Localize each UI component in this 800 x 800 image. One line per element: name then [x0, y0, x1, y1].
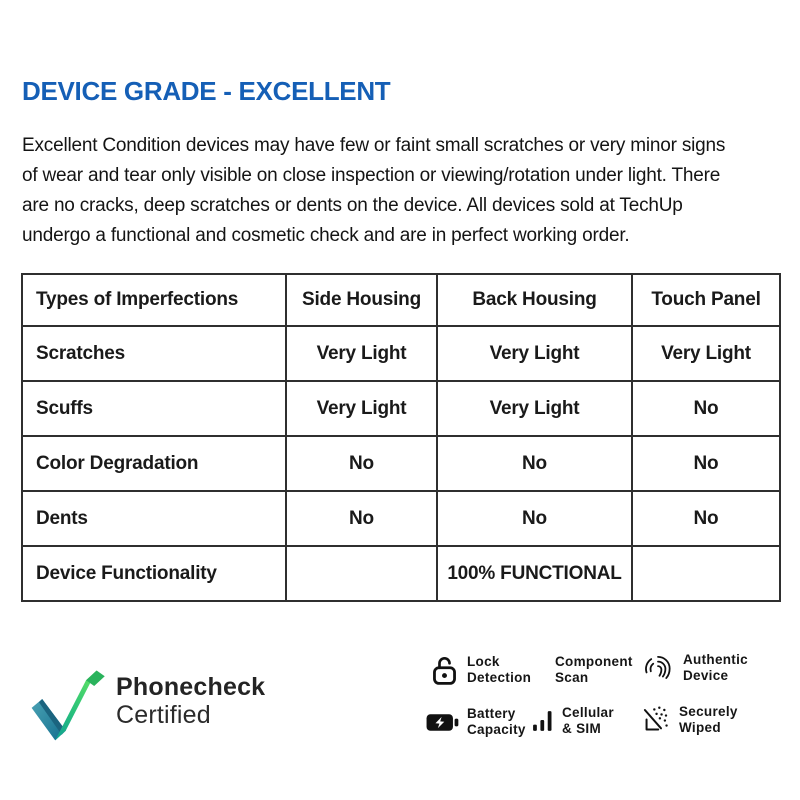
row-label: Scratches — [22, 326, 286, 381]
table-header-row — [22, 274, 780, 326]
feature-label: Cellular & SIM — [562, 704, 614, 736]
row-label: Scuffs — [22, 381, 286, 436]
table-row — [22, 491, 780, 546]
brand-subtitle: Certified — [116, 701, 211, 729]
feature-label: Authentic Device — [683, 651, 748, 683]
signal-bars-icon — [531, 709, 554, 733]
table-cell: No — [632, 381, 780, 436]
feature-authentic-device — [641, 646, 748, 690]
table-cell: No — [632, 491, 780, 546]
table-cell: Very Light — [286, 326, 437, 381]
feature-component-scan — [555, 648, 633, 692]
table-cell: No — [437, 491, 632, 546]
header-back-housing: Back Housing — [437, 274, 632, 326]
header-side-housing: Side Housing — [286, 274, 437, 326]
table-cell: Very Light — [437, 381, 632, 436]
table-cell: No — [286, 491, 437, 546]
feature-label: Lock Detection — [467, 653, 532, 685]
secure-wipe-icon — [641, 704, 671, 736]
feature-lock-detection — [430, 648, 531, 692]
table-cell: No — [632, 436, 780, 491]
feature-securely-wiped — [641, 698, 738, 742]
table-cell: No — [286, 436, 437, 491]
row-label: Dents — [22, 491, 286, 546]
phonecheck-logo — [28, 664, 265, 742]
battery-icon — [426, 713, 459, 732]
brand-name: Phonecheck — [116, 673, 266, 701]
table-row — [22, 381, 780, 436]
feature-label: Securely Wiped — [679, 703, 738, 735]
description-line: undergo a functional and cosmetic check and are in perfect working order. — [22, 225, 630, 246]
page-title: DEVICE GRADE - EXCELLENT — [22, 76, 391, 106]
lock-detection-icon — [430, 654, 459, 686]
phonecheck-check-icon — [28, 664, 110, 742]
table-cell — [632, 546, 780, 601]
row-label: Color Degradation — [22, 436, 286, 491]
description — [22, 131, 782, 251]
header-types-of-imperfections: Types of Imperfections — [22, 274, 286, 326]
table-row — [22, 546, 780, 601]
table-cell: No — [437, 436, 632, 491]
table-cell: Very Light — [286, 381, 437, 436]
table-row — [22, 436, 780, 491]
table-row — [22, 326, 780, 381]
imperfections-table — [21, 273, 781, 602]
row-label: Device Functionality — [22, 546, 286, 601]
table-cell — [286, 546, 437, 601]
table-cell: Very Light — [437, 326, 632, 381]
description-line: are no cracks, deep scratches or dents on the device. All devices sold at TechUp — [22, 195, 683, 216]
fingerprint-icon — [641, 650, 675, 686]
description-line: of wear and tear only visible on close inspection or viewing/rotation under light. There — [22, 165, 721, 186]
table-cell: Very Light — [632, 326, 780, 381]
feature-label: Battery Capacity — [467, 705, 526, 737]
description-line: Excellent Condition devices may have few or faint small scratches or very minor signs — [22, 135, 726, 156]
functional-status: 100% FUNCTIONAL — [437, 546, 632, 601]
feature-label: Component Scan — [555, 653, 633, 685]
feature-battery-capacity — [426, 700, 526, 744]
logo-text — [116, 674, 265, 729]
feature-cellular-sim — [531, 699, 614, 743]
header-touch-panel: Touch Panel — [632, 274, 780, 326]
